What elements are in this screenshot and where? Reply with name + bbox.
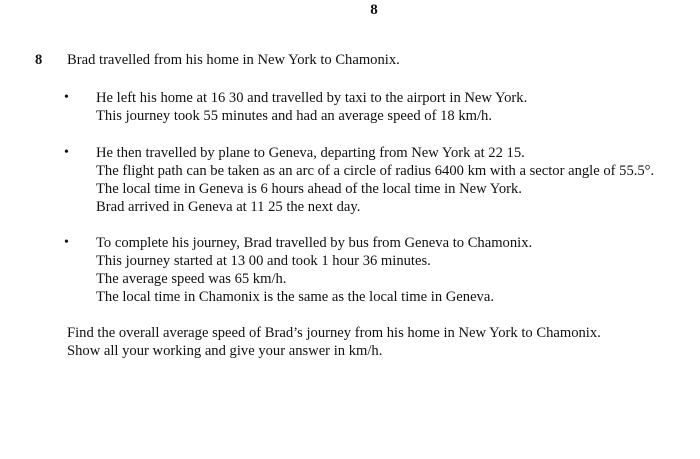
task-line-2: Show all your working and give your answer in km/h. — [67, 343, 383, 359]
bullet-3-line-2: This journey started at 13 00 and took 1 hour 36 minutes. — [96, 253, 431, 269]
bullet-1-line-2: This journey took 55 minutes and had an average speed of 18 km/h. — [96, 108, 492, 124]
bullet-2-line-3: The local time in Geneva is 6 hours ahead of the local time in New York. — [96, 181, 522, 197]
bullet-3-line-3: The average speed was 65 km/h. — [96, 271, 287, 287]
bullet-marker: • — [64, 145, 69, 160]
bullet-marker: • — [64, 235, 69, 250]
question-number: 8 — [35, 52, 43, 68]
bullet-1-line-1: He left his home at 16 30 and travelled by taxi to the airport in New York. — [96, 90, 528, 106]
bullet-marker: • — [64, 90, 69, 105]
page-number: 8 — [370, 2, 378, 18]
bullet-2-line-4: Brad arrived in Geneva at 11 25 the next day. — [96, 199, 361, 215]
bullet-3-line-1: To complete his journey, Brad travelled by bus from Geneva to Chamonix. — [96, 235, 533, 251]
bullet-3-line-4: The local time in Chamonix is the same as the local time in Geneva. — [96, 289, 494, 305]
bullet-2-line-1: He then travelled by plane to Geneva, departing from New York at 22 15. — [96, 145, 525, 161]
bullet-2-line-2: The flight path can be taken as an arc of a circle of radius 6400 km with a sector angle of 55.5°. — [96, 163, 655, 179]
task-line-1: Find the overall average speed of Brad’s journey from his home in New York to Chamonix. — [67, 325, 601, 341]
question-intro: Brad travelled from his home in New York to Chamonix. — [67, 52, 400, 68]
